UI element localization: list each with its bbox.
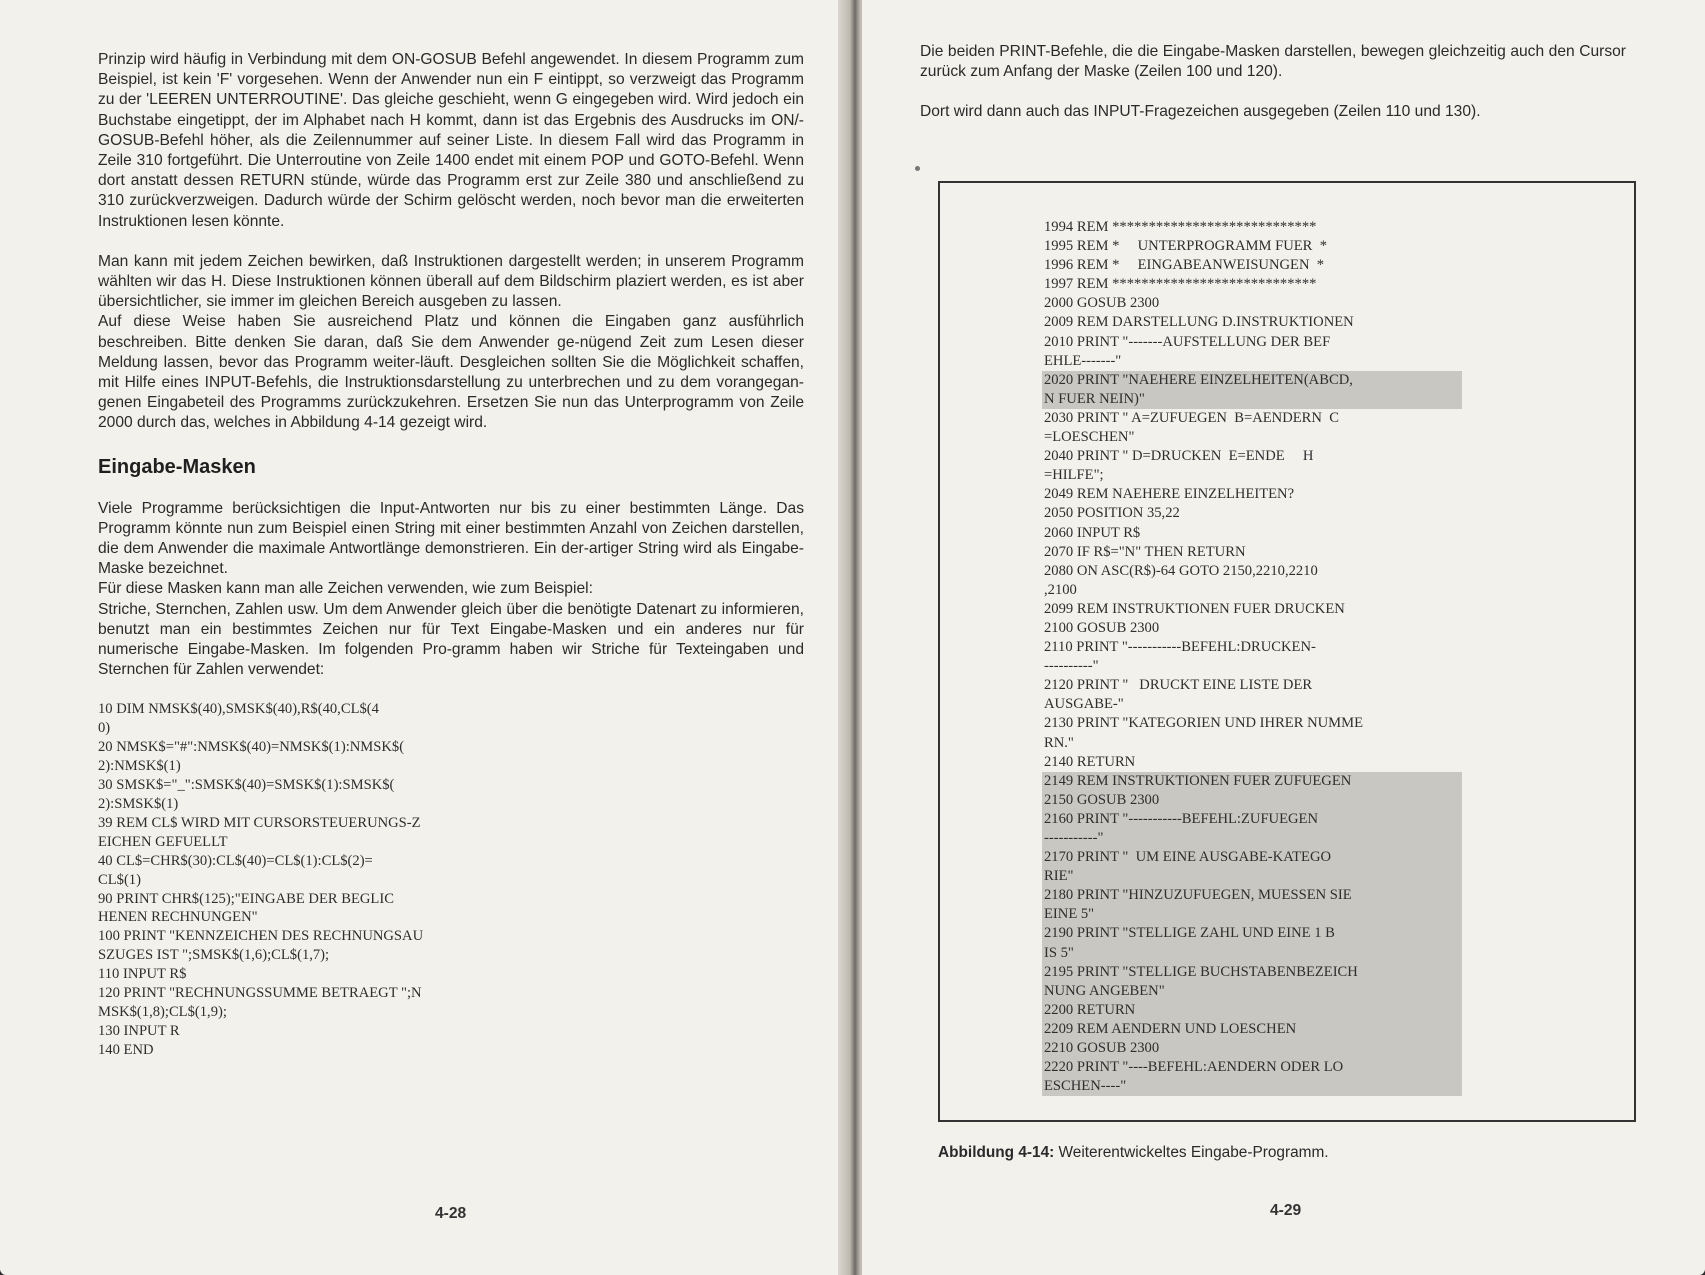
listing-line: RN." [1044,734,1074,751]
listing-line: 2020 PRINT "NAEHERE EINZELHEITEN(ABCD, [1042,371,1462,390]
listing-line: 2049 REM NAEHERE EINZELHEITEN? [1044,486,1295,503]
left-paragraph-2: Man kann mit jedem Zeichen bewirken, daß Instruktionen dargestellt werden; in unserem Programm wählten wir das H. Diese Instruktionen können überall auf dem Bildschirm plaziert werden, es ist aber übersichtlicher, sie immer im gleichen Bereich ausgeben zu lassen. Auf diese Weise haben Sie ausreichend Platz und können die Eingaben ganz ausführlich beschreiben. Bitte denken Sie daran, daß Sie dem Anwender ge-nügend Zeit zum Lesen dieser Meldung lassen, bevor das Programm weiter-läuft. Desgleichen sollten Sie die Möglichkeit schaffen, mit Hilfe eines INPUT-Befehls, die Instruktionsdarstellung zu unterbrechen und zu dem vorangegan-genen Eingabeteil des Programms zurückzukehren. Ersetzen Sie nun das Unterprogramm von Zeile 2000 durch das, welches in Abbildung 4-14 gezeigt wird. [98,252,804,432]
listing-line: 1995 REM * UNTERPROGRAMM FUER * [1044,238,1327,255]
listing-line: 2050 POSITION 35,22 [1044,505,1180,522]
listing-line: RIE" [1042,867,1462,886]
listing-line: 2000 GOSUB 2300 [1044,295,1160,312]
listing-line: 2149 REM INSTRUKTIONEN FUER ZUFUEGEN [1042,772,1462,791]
listing-line: 2180 PRINT "HINZUZUFUEGEN, MUESSEN SIE [1042,886,1462,905]
left-paragraph-1: Prinzip wird häufig in Verbindung mit dem ON-GOSUB Befehl angewendet. In diesem Programm zum Beispiel, ist kein 'F' vorgesehen. Wenn der Anwender nun ein F eintippt, so verzweigt das Programm zu der 'LEEREN UNTERROUTINE'. Das gleiche geschieht, wenn G eingegeben wird. Wird jedoch ein Buchstabe eingetippt, der im Alphabet nach H kommt, dann ist das Ergebnis des Ausdrucks im ON/-GOSUB-Befehl höher, als die Zeilennummer auf seiner Liste. In diesem Fall wird das Programm in Zeile 310 fortgeführt. Die Unterroutine von Zeile 1400 endet mit einem POP und GOTO-Befehl. Wenn dort anstatt dessen RETURN stünde, würde das Programm erst zur Zeile 380 und anschließend zu 310 zurückverzweigen. Dadurch würde der Schirm gelöscht werden, noch bevor man die erweiterten Instruktionen lesen könnte. [98,51,804,230]
listing-line: =LOESCHEN" [1044,429,1135,446]
left-page [0,0,848,1275]
listing-line: 2170 PRINT " UM EINE AUSGABE-KATEGO [1042,848,1462,867]
code-listing-figure [1042,218,1462,1096]
listing-line: 1997 REM **************************** [1044,276,1317,293]
listing-line: 2120 PRINT " DRUCKT EINE LISTE DER [1044,677,1313,694]
listing-line: 2030 PRINT " A=ZUFUEGEN B=AENDERN C [1044,409,1339,426]
right-paragraph-1: Die beiden PRINT-Befehle, die die Eingabe-Masken darstellen, bewegen gleichzeitig auch den Cursor zurück zum Anfang der Maske (Zeilen 100 und 120). [920,43,1626,81]
listing-line: 2009 REM DARSTELLUNG D.INSTRUKTIONEN [1044,314,1354,331]
listing-line: IS 5" [1042,944,1462,963]
listing-line: 1996 REM * EINGABEANWEISUNGEN * [1044,257,1325,274]
figure-caption [938,1144,1329,1162]
page-number-left: 4-28 [435,1205,467,1222]
listing-line: -----------" [1042,829,1462,848]
listing-line: ----------" [1044,658,1099,675]
listing-line: 1994 REM **************************** [1044,219,1317,235]
listing-line: 2010 PRINT "-------AUFSTELLUNG DER BEF [1044,333,1331,350]
left-page-content [98,50,804,1060]
right-paragraph-2: Dort wird dann auch das INPUT-Fragezeichen ausgegeben (Zeilen 110 und 130). [920,103,1481,121]
listing-line: 2080 ON ASC(R$)-64 GOTO 2150,2210,2210 [1044,562,1318,579]
listing-line: 2160 PRINT "-----------BEFEHL:ZUFUEGEN [1042,810,1462,829]
listing-line: NUNG ANGEBEN" [1042,982,1462,1001]
right-page-content [920,42,1626,143]
listing-line: 2099 REM INSTRUKTIONEN FUER DRUCKEN [1044,600,1345,617]
listing-line: N FUER NEIN)" [1042,390,1462,409]
listing-line: ESCHEN----" [1042,1077,1462,1096]
listing-line: 2070 IF R$="N" THEN RETURN [1044,543,1246,560]
listing-line: 2150 GOSUB 2300 [1042,791,1462,810]
listing-line: 2195 PRINT "STELLIGE BUCHSTABENBEZEICH [1042,963,1462,982]
listing-line: 2040 PRINT " D=DRUCKEN E=ENDE H [1044,448,1314,465]
listing-line: 2100 GOSUB 2300 [1044,619,1160,636]
listing-line: EHLE-------" [1044,352,1122,369]
listing-line: 2140 RETURN [1044,753,1136,770]
listing-line: 2060 INPUT R$ [1044,524,1141,541]
left-paragraph-3: Viele Programme berücksichtigen die Input-Antworten nur bis zu einer bestimmten Länge. Das Programm könnte nun zum Beispiel einen String mit einer bestimmten Anzahl von Zeichen darstellen, die dem Anwender die maximale Antwortlänge demonstrieren. Ein der-artiger String wird als Eingabe-Maske bezeichnet. Für diese Masken kann man alle Zeichen verwenden, wie zum Beispiel: Striche, Sternchen, Zahlen usw. Um dem Anwender gleich über die benötigte Datenart zu informieren, benutzt man ein bestimmtes Zeichen nur für Text Eingabe-Masken und ein anderes nur für numerische Eingabe-Masken. Im folgenden Pro-gramm haben wir Striche für Texteingaben und Sternchen für Zahlen verwendet: [98,499,804,679]
listing-line: 2210 GOSUB 2300 [1042,1039,1462,1058]
listing-line: 2190 PRINT "STELLIGE ZAHL UND EINE 1 B [1042,924,1462,943]
listing-line: 2200 RETURN [1042,1001,1462,1020]
listing-line: EINE 5" [1042,905,1462,924]
listing-line: AUSGABE-" [1044,696,1124,713]
listing-line: 2209 REM AENDERN UND LOESCHEN [1042,1020,1462,1039]
listing-line: 2130 PRINT "KATEGORIEN UND IHRER NUMME [1044,715,1364,732]
listing-line: ,2100 [1044,581,1077,598]
caption-text: Weiterentwickeltes Eingabe-Programm. [1054,1144,1329,1161]
caption-label: Abbildung 4-14: [938,1144,1055,1161]
speck-mark [915,166,920,171]
code-listing-left: 10 DIM NMSK$(40),SMSK$(40),R$(40,CL$(4 0) 20 NMSK$="#":NMSK$(40)=NMSK$(1):NMSK$( 2):NMSK$(1) 30 SMSK$="_":SMSK$(40)=SMSK$(1):SMSK$( 2):SMSK$(1) 39 REM CL$ WIRD MIT CURSORSTEUERUNGS-Z EICHEN GEFUELLT 40 CL$=CHR$(30):CL$(40)=CL$(1):CL$(2)= CL$(1) 90 PRINT CHR$(125);"EINGABE DER BEGLIC HENEN RECHNUNGEN" 100 PRINT "KENNZEICHEN DES RECHNUNGSAU SZUGES IST ";SMSK$(1,6);CL$(1,7); 110 INPUT R$ 120 PRINT "RECHNUNGSSUMME BETRAEGT ";N MSK$(1,8);CL$(1,9); 130 INPUT R 140 END [98,701,424,1058]
listing-line: 2220 PRINT "----BEFEHL:AENDERN ODER LO [1042,1058,1462,1077]
listing-line: 2110 PRINT "-----------BEFEHL:DRUCKEN- [1044,639,1316,656]
listing-line: =HILFE"; [1044,467,1104,484]
section-heading: Eingabe-Masken [98,455,256,478]
page-number-right: 4-29 [1270,1202,1302,1219]
